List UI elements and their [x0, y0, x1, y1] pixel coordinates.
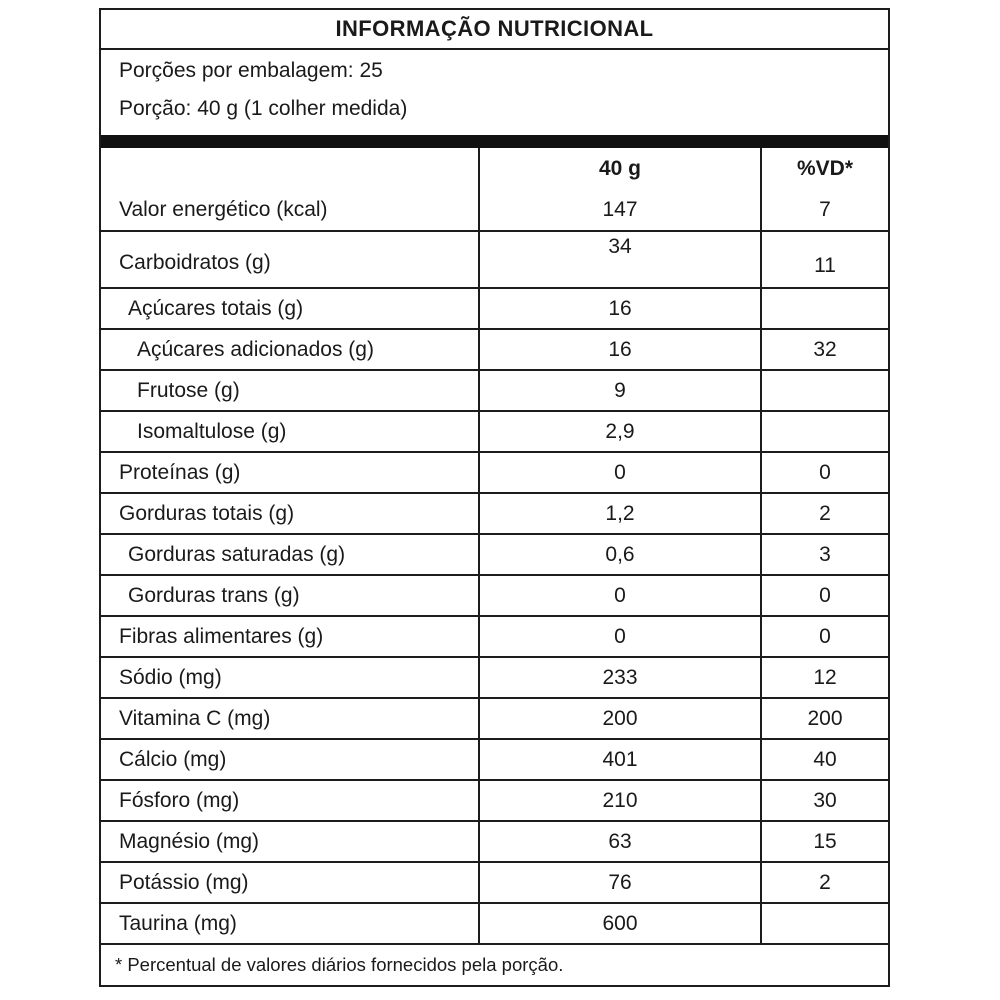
- daily-value: [760, 904, 888, 943]
- nutrition-facts-table: [99, 8, 890, 987]
- divider-bar: [101, 135, 888, 148]
- daily-value: 0: [760, 576, 888, 615]
- column-header-row: [101, 148, 888, 189]
- daily-value: 7: [760, 189, 888, 230]
- quantity-value: 1,2: [478, 494, 760, 533]
- nutrient-label: Gorduras trans (g): [128, 583, 300, 607]
- nutrient-label: Fibras alimentares (g): [119, 624, 324, 648]
- footnote: * Percentual de valores diários fornecidos pela porção.: [101, 943, 888, 985]
- column-header-daily-value: %VD*: [760, 148, 888, 189]
- nutrient-label: Isomaltulose (g): [137, 419, 287, 443]
- daily-value: [760, 371, 888, 410]
- table-row: [101, 738, 888, 779]
- daily-value: 3: [760, 535, 888, 574]
- serving-info: [101, 50, 888, 135]
- table-row: [101, 779, 888, 820]
- quantity-value: 34: [478, 232, 760, 287]
- daily-value: 11: [760, 232, 888, 287]
- quantity-value: 0,6: [478, 535, 760, 574]
- nutrient-label: Carboidratos (g): [119, 251, 271, 274]
- nutrient-label: Proteínas (g): [119, 460, 241, 484]
- table-row: [101, 369, 888, 410]
- table-row: [101, 656, 888, 697]
- daily-value: [760, 289, 888, 328]
- daily-value: [760, 412, 888, 451]
- nutrient-label: Sódio (mg): [119, 665, 222, 689]
- table-row: [101, 287, 888, 328]
- quantity-value: 401: [478, 740, 760, 779]
- daily-value: 15: [760, 822, 888, 861]
- daily-value: 40: [760, 740, 888, 779]
- nutrient-label: Fósforo (mg): [119, 788, 240, 812]
- quantity-value: 16: [478, 330, 760, 369]
- table-row: [101, 328, 888, 369]
- nutrient-label: Taurina (mg): [119, 911, 237, 935]
- daily-value: 32: [760, 330, 888, 369]
- nutrient-rows: [101, 189, 888, 943]
- quantity-value: 147: [478, 189, 760, 230]
- daily-value: 2: [760, 494, 888, 533]
- nutrient-label: Valor energético (kcal): [119, 197, 328, 221]
- quantity-value: 76: [478, 863, 760, 902]
- quantity-value: 9: [478, 371, 760, 410]
- quantity-value: 0: [478, 617, 760, 656]
- quantity-value: 210: [478, 781, 760, 820]
- nutrient-label: Açúcares adicionados (g): [137, 337, 374, 361]
- table-row: [101, 410, 888, 451]
- table-title: INFORMAÇÃO NUTRICIONAL: [101, 10, 888, 50]
- quantity-value: 0: [478, 576, 760, 615]
- table-row: [101, 861, 888, 902]
- nutrient-label: Cálcio (mg): [119, 747, 227, 771]
- table-row: [101, 189, 888, 230]
- daily-value: 0: [760, 617, 888, 656]
- table-row: [101, 697, 888, 738]
- column-header-quantity: 40 g: [478, 148, 760, 189]
- nutrient-label: Magnésio (mg): [119, 829, 260, 853]
- daily-value: 2: [760, 863, 888, 902]
- serving-size: Porção: 40 g (1 colher medida): [119, 97, 408, 120]
- column-header-nutrient: [101, 148, 478, 189]
- table-row: [101, 533, 888, 574]
- daily-value: 30: [760, 781, 888, 820]
- table-row: [101, 574, 888, 615]
- quantity-value: 200: [478, 699, 760, 738]
- nutrient-label: Frutose (g): [137, 378, 240, 402]
- daily-value: 0: [760, 453, 888, 492]
- nutrient-label: Gorduras totais (g): [119, 501, 295, 525]
- nutrient-label: Potássio (mg): [119, 870, 249, 894]
- daily-value: 200: [760, 699, 888, 738]
- table-row: [101, 492, 888, 533]
- quantity-value: 2,9: [478, 412, 760, 451]
- table-row: [101, 230, 888, 287]
- table-row: [101, 820, 888, 861]
- servings-per-package: Porções por embalagem: 25: [119, 59, 383, 82]
- table-row: [101, 451, 888, 492]
- table-row: [101, 615, 888, 656]
- quantity-value: 16: [478, 289, 760, 328]
- quantity-value: 63: [478, 822, 760, 861]
- daily-value: 12: [760, 658, 888, 697]
- quantity-value: 0: [478, 453, 760, 492]
- table-row: [101, 902, 888, 943]
- nutrient-label: Açúcares totais (g): [128, 296, 304, 320]
- quantity-value: 233: [478, 658, 760, 697]
- quantity-value: 600: [478, 904, 760, 943]
- nutrient-label: Vitamina C (mg): [119, 706, 271, 730]
- nutrient-label: Gorduras saturadas (g): [128, 542, 346, 566]
